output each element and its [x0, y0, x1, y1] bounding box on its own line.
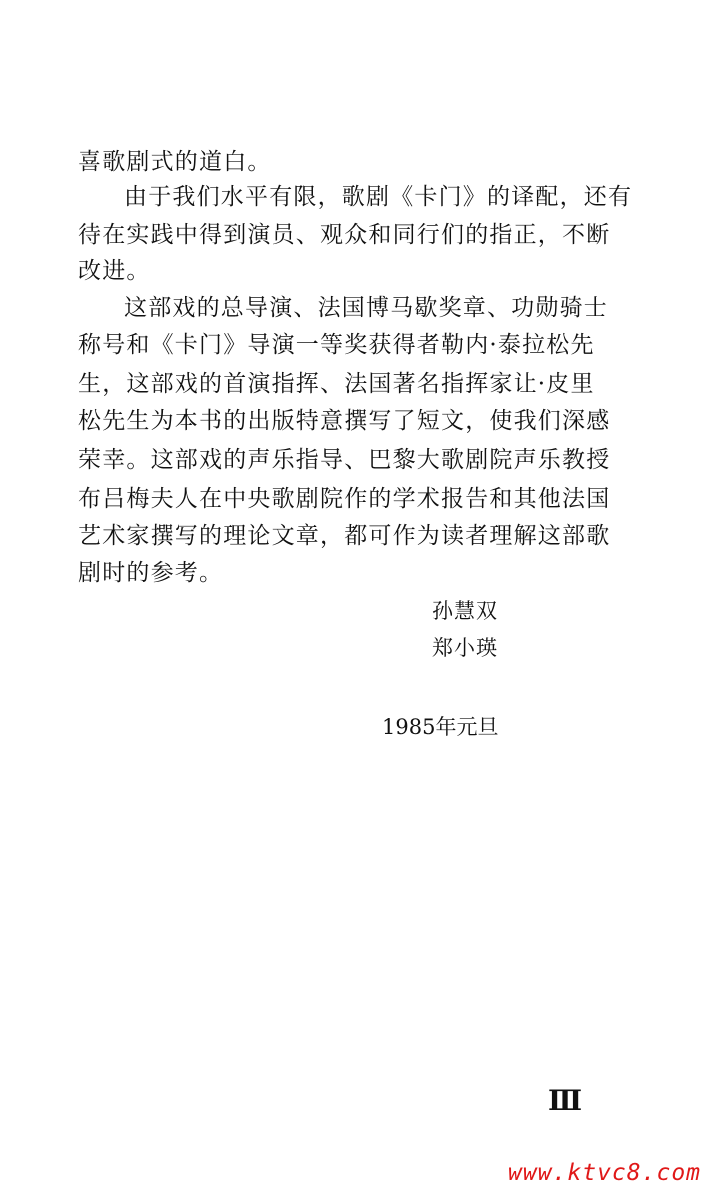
text-line: 荣幸。这部戏的声乐指导、巴黎大歌剧院声乐教授	[78, 447, 611, 473]
text-line: 喜歌剧式的道白。	[78, 149, 272, 175]
text-line: 称号和《卡门》导演一等奖获得者勒内·泰拉松先	[78, 332, 595, 358]
text-line: 松先生为本书的出版特意撰写了短文，使我们深感	[78, 408, 611, 434]
date-line: 1985年元旦	[382, 715, 499, 739]
text-line: 改进。	[78, 258, 151, 284]
text-line: 待在实践中得到演员、观众和同行们的指正，不断	[78, 222, 611, 248]
text-line: 生，这部戏的首演指挥、法国著名指挥家让·皮里	[78, 371, 595, 397]
text-line: 布吕梅夫人在中央歌剧院作的学术报告和其他法国	[78, 486, 611, 512]
paragraph-start-line: 这部戏的总导演、法国博马歇奖章、功勋骑士	[124, 295, 608, 321]
signature-zheng-xiaoying: 郑小瑛	[432, 636, 498, 660]
paragraph-start-line: 由于我们水平有限，歌剧《卡门》的译配，还有	[124, 184, 633, 210]
text-line: 艺术家撰写的理论文章，都可作为读者理解这部歌	[78, 523, 611, 549]
text-line: 剧时的参考。	[78, 560, 224, 586]
watermark-url: www.ktvc8.com	[508, 1160, 702, 1186]
page-number: Ⅲ	[548, 1084, 582, 1117]
signature-sun-huishuang: 孙慧双	[432, 599, 498, 623]
